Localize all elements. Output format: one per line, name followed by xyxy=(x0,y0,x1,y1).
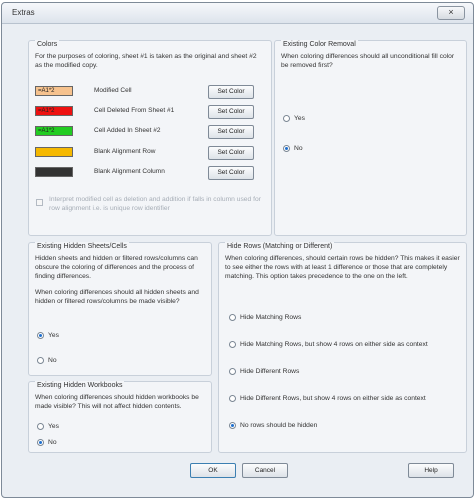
hide-rows-description: When coloring differences, should certain rows be hidden? This makes it easier to see either the rows with at least 1 difference or those that are completely matching. This option takes precedence to the one on the left. xyxy=(225,255,460,280)
hide-different-rows-context-label: Hide Different Rows, but show 4 rows on either side as context xyxy=(240,395,426,402)
interpret-modified-label: Interpret modified cell as deletion and addition if falls in column used for row alignment i.e. is unique row identifier xyxy=(49,196,261,212)
hidden-workbooks-no-radio[interactable] xyxy=(37,439,44,446)
hidden-sheets-yes-option[interactable] xyxy=(37,331,97,341)
hide-different-rows-context-option[interactable] xyxy=(229,394,459,404)
no-rows-hidden-radio[interactable] xyxy=(229,422,236,429)
hide-matching-rows-context-radio[interactable] xyxy=(229,341,236,348)
color-removal-title: Existing Color Removal xyxy=(283,41,356,48)
color-removal-no-radio[interactable] xyxy=(283,145,290,152)
extras-dialog xyxy=(1,2,474,498)
colors-group xyxy=(28,40,272,236)
hidden-sheets-title: Existing Hidden Sheets/Cells xyxy=(37,243,127,250)
title-bar xyxy=(2,3,473,24)
color-removal-yes-radio[interactable] xyxy=(283,115,290,122)
swatch-blank-alignment-column xyxy=(35,167,73,177)
hidden-workbooks-yes-option[interactable] xyxy=(37,422,97,432)
colors-group-title: Colors xyxy=(37,41,58,48)
hidden-sheets-description-1: Hidden sheets and hidden or filtered rows/columns can obscure the coloring of differences and the process of finding differences. xyxy=(35,255,198,280)
label-blank-alignment-column: Blank Alignment Column xyxy=(94,168,165,175)
hide-different-rows-option[interactable] xyxy=(229,367,459,377)
hidden-workbooks-no-label: No xyxy=(48,439,57,446)
hide-different-rows-label: Hide Different Rows xyxy=(240,368,300,375)
hidden-workbooks-group xyxy=(28,381,212,453)
colors-description: For the purposes of coloring, sheet #1 is taken as the original and sheet #2 as the modified copy. xyxy=(35,53,257,69)
hidden-workbooks-yes-label: Yes xyxy=(48,423,59,430)
color-removal-no-label: No xyxy=(294,145,303,152)
color-removal-yes-label: Yes xyxy=(294,115,305,122)
cancel-button[interactable]: Cancel xyxy=(242,463,288,478)
interpret-modified-checkbox[interactable] xyxy=(36,199,43,206)
swatch-cell-deleted: =A1*2 xyxy=(35,106,73,116)
label-cell-deleted: Cell Deleted From Sheet #1 xyxy=(94,107,175,114)
hidden-sheets-yes-radio[interactable] xyxy=(37,332,44,339)
ok-button[interactable]: OK xyxy=(190,463,236,478)
hidden-workbooks-no-option[interactable] xyxy=(37,438,97,448)
hide-rows-title: Hide Rows (Matching or Different) xyxy=(227,243,333,250)
color-removal-description: When coloring differences should all unconditional fill color be removed first? xyxy=(281,53,455,69)
hide-rows-group xyxy=(218,242,467,453)
hidden-sheets-group xyxy=(28,242,212,376)
no-rows-hidden-option[interactable] xyxy=(229,421,459,431)
no-rows-hidden-label: No rows should be hidden xyxy=(240,422,318,429)
hide-different-rows-context-radio[interactable] xyxy=(229,395,236,402)
color-removal-no-option[interactable] xyxy=(283,144,343,154)
set-color-button-modified[interactable]: Set Color xyxy=(208,85,254,99)
set-color-button-added[interactable]: Set Color xyxy=(208,125,254,139)
hidden-workbooks-yes-radio[interactable] xyxy=(37,423,44,430)
color-removal-yes-option[interactable] xyxy=(283,114,343,124)
hidden-sheets-yes-label: Yes xyxy=(48,332,59,339)
swatch-modified-cell: =A1*2 xyxy=(35,86,73,96)
hidden-sheets-no-option[interactable] xyxy=(37,356,97,366)
help-button[interactable]: Help xyxy=(408,463,454,478)
hidden-sheets-no-radio[interactable] xyxy=(37,357,44,364)
label-cell-added: Cell Added In Sheet #2 xyxy=(94,127,161,134)
set-color-button-blank-column[interactable]: Set Color xyxy=(208,166,254,180)
label-modified-cell: Modified Cell xyxy=(94,87,132,94)
hide-matching-rows-context-label: Hide Matching Rows, but show 4 rows on either side as context xyxy=(240,341,428,348)
swatch-blank-alignment-row xyxy=(35,147,73,157)
hide-matching-rows-radio[interactable] xyxy=(229,314,236,321)
hide-different-rows-radio[interactable] xyxy=(229,368,236,375)
hide-matching-rows-label: Hide Matching Rows xyxy=(240,314,302,321)
hidden-sheets-no-label: No xyxy=(48,357,57,364)
hide-matching-rows-option[interactable] xyxy=(229,313,459,323)
window-title: Extras xyxy=(12,8,35,17)
close-button[interactable]: × xyxy=(437,6,465,20)
hidden-workbooks-description: When coloring differences should hidden workbooks be made visible? This will not affect hidden contents. xyxy=(35,394,199,410)
hide-matching-rows-context-option[interactable] xyxy=(229,340,459,350)
label-blank-alignment-row: Blank Alignment Row xyxy=(94,148,156,155)
hidden-sheets-description-2: When coloring differences should all hidden sheets and hidden or filtered rows/columns be made visible? xyxy=(35,289,199,305)
swatch-cell-added: =A1*2 xyxy=(35,126,73,136)
set-color-button-blank-row[interactable]: Set Color xyxy=(208,146,254,160)
hidden-workbooks-title: Existing Hidden Workbooks xyxy=(37,382,123,389)
color-removal-group xyxy=(274,40,467,236)
set-color-button-deleted[interactable]: Set Color xyxy=(208,105,254,119)
